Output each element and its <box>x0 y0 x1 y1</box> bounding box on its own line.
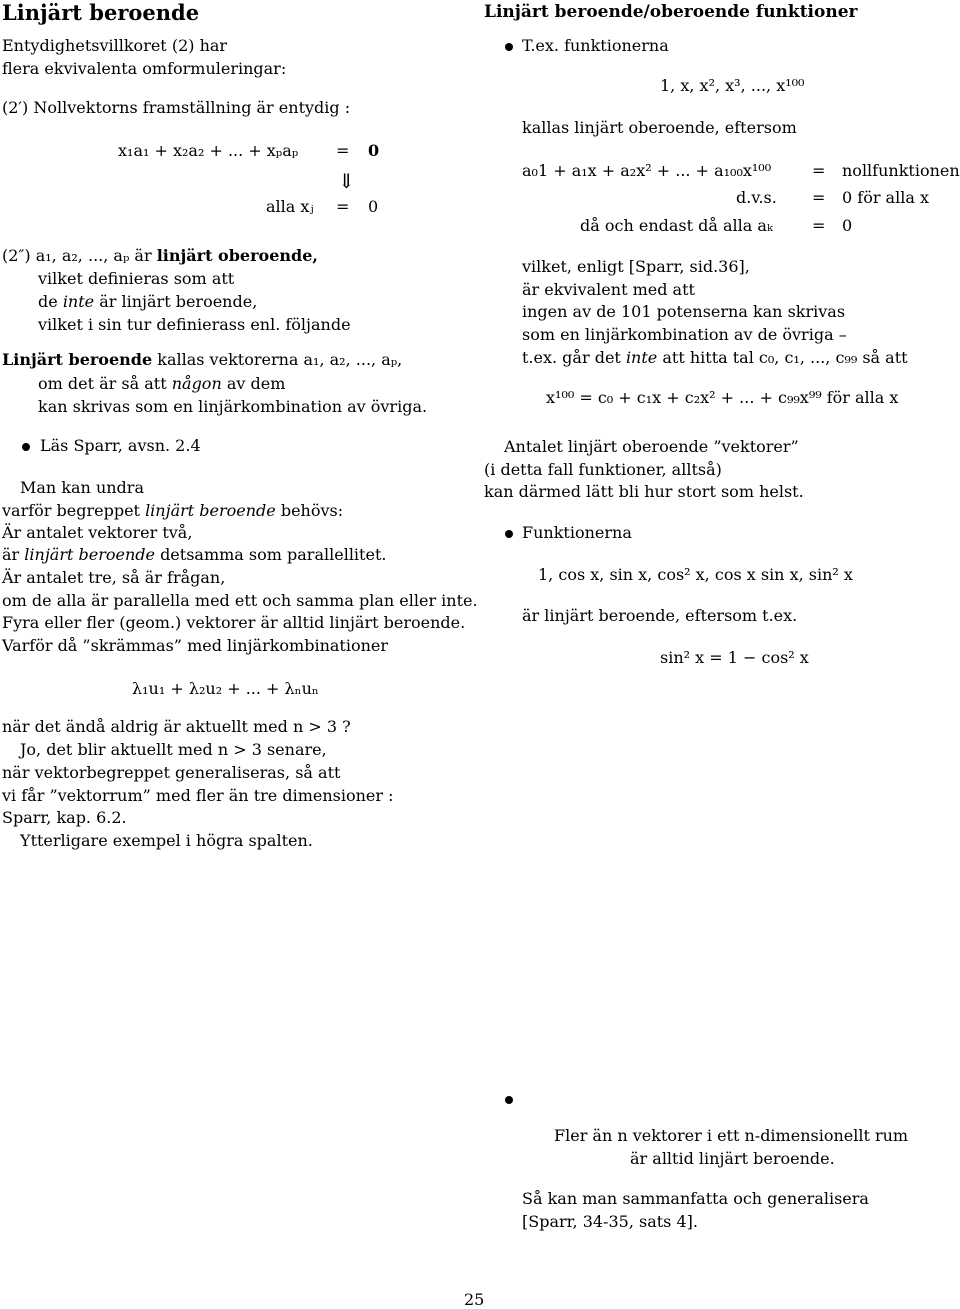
summary-line-2: [Sparr, 34-35, sats 4]. <box>522 1212 698 1231</box>
fact-line-2: är alltid linjärt beroende. <box>630 1149 835 1168</box>
bullet-icon <box>505 530 513 538</box>
equation-a-rel: = <box>812 161 826 180</box>
read-reference: Läs Sparr, avsn. 2.4 <box>40 436 201 455</box>
definition-line-1 <box>2 350 402 369</box>
summary-line-1: Så kan man sammanfatta och generalisera <box>522 1189 869 1208</box>
emphasis: linjärt beroende <box>145 501 276 520</box>
why-line-8: Varför då ”skrämmas” med linjärkombinationer <box>2 636 389 655</box>
question-line-1: när det ändå aldrig är aktuellt med n > 3 ? <box>2 717 351 736</box>
question-line-5: Sparr, kap. 6.2. <box>2 808 127 827</box>
right-title: Linjärt beroende/oberoende funktioner <box>484 2 858 22</box>
equation-2-rel: = <box>336 197 350 216</box>
item-2-prime: (2′) Nollvektorns framställning är entydig : <box>2 98 351 117</box>
bullet-icon <box>505 1096 513 1104</box>
definition-term: Linjärt beroende <box>2 350 153 369</box>
function-list: 1, x, x², x³, ..., x¹⁰⁰ <box>660 76 805 95</box>
question-line-6: Ytterligare exempel i högra spalten. <box>20 831 313 850</box>
emphasis: linjärt beroende <box>24 545 155 564</box>
bullet-icon <box>22 443 30 451</box>
equation-a-rhs: nollfunktionen <box>842 161 960 180</box>
polynomial-equation: x¹⁰⁰ = c₀ + c₁x + c₂x² + ... + c₉₉x⁹⁹ för alla x <box>546 388 899 407</box>
equation-c-rel: = <box>812 216 826 235</box>
intro-line-2: flera ekvivalenta omformuleringar: <box>2 59 287 78</box>
question-line-3: när vektorbegreppet generaliseras, så att <box>2 763 341 782</box>
fact-line-1: Fler än n vektorer i ett n-dimensionellt rum <box>554 1126 909 1145</box>
para-line-5 <box>522 348 908 367</box>
emphasis: inte <box>625 348 658 367</box>
why-line-4 <box>2 545 386 564</box>
note-line-1: Antalet linjärt oberoende ”vektorer” <box>504 437 799 456</box>
equation-b-rel: = <box>812 188 826 207</box>
emphasis: någon <box>171 374 222 393</box>
text: varför begreppet <box>2 501 140 520</box>
equation-b-rhs: 0 för alla x <box>842 188 929 207</box>
para-line-2: är ekvivalent med att <box>522 280 695 299</box>
why-line-3: Är antalet vektorer två, <box>2 523 193 542</box>
question-line-4: vi får ”vektorrum” med fler än tre dimensioner : <box>2 786 394 805</box>
text: om det är så att <box>38 374 167 393</box>
para-line-3: ingen av de 101 potenserna kan skrivas <box>522 302 846 321</box>
text: att hitta tal c₀, c₁, ..., c₉₉ så att <box>662 348 908 367</box>
equation-b-lhs: d.v.s. <box>736 188 777 207</box>
linear-combination: λ₁u₁ + λ₂u₂ + ... + λₙuₙ <box>132 679 319 698</box>
dependent-statement: är linjärt beroende, eftersom t.ex. <box>522 606 798 625</box>
why-line-2 <box>2 501 343 520</box>
note-line-2: (i detta fall funktioner, alltså) <box>484 460 722 479</box>
text: behövs: <box>280 501 344 520</box>
equation-c-lhs: då och endast då alla aₖ <box>580 216 773 235</box>
item-2pp-line-4: vilket i sin tur definierass enl. följande <box>38 315 351 334</box>
page-number: 25 <box>464 1290 485 1309</box>
equation-1-rhs: 0 <box>368 141 380 160</box>
text: de <box>38 292 58 311</box>
trig-identity: sin² x = 1 − cos² x <box>660 648 809 667</box>
equation-1-rel: = <box>336 141 350 160</box>
item-2pp-bold: linjärt oberoende, <box>156 246 318 265</box>
item-2pp-line-2: vilket definieras som att <box>38 269 235 288</box>
left-title: Linjärt beroende <box>2 0 200 25</box>
text: av dem <box>226 374 286 393</box>
why-line-1: Man kan undra <box>20 478 144 497</box>
implies-down-icon: ⇓ <box>338 169 355 193</box>
item-2pp-head: (2″) a₁, a₂, ..., aₚ är <box>2 246 152 265</box>
why-line-7: Fyra eller fler (geom.) vektorer är alltid linjärt beroende. <box>2 613 466 632</box>
example-intro: T.ex. funktionerna <box>522 36 669 55</box>
emphasis: inte <box>62 292 95 311</box>
equation-c-rhs: 0 <box>842 216 853 235</box>
text: är <box>2 545 20 564</box>
question-line-2: Jo, det blir aktuellt med n > 3 senare, <box>20 740 327 759</box>
equation-2-lhs: alla xⱼ <box>266 197 314 216</box>
text: t.ex. går det <box>522 348 621 367</box>
equation-2-rhs: 0 <box>368 197 379 216</box>
why-line-5: Är antalet tre, så är frågan, <box>2 568 226 587</box>
equation-1-lhs: x₁a₁ + x₂a₂ + ... + xₚaₚ <box>118 141 299 160</box>
item-2pp-line-3 <box>38 292 257 311</box>
trig-function-list: 1, cos x, sin x, cos² x, cos x sin x, sin² x <box>538 565 853 584</box>
para-line-1: vilket, enligt [Sparr, sid.36], <box>522 257 750 276</box>
item-2-double-prime <box>2 246 318 265</box>
intro-line-1: Entydighetsvillkoret (2) har <box>2 36 228 55</box>
called-independent: kallas linjärt oberoende, eftersom <box>522 118 797 137</box>
definition-line-3: kan skrivas som en linjärkombination av övriga. <box>38 397 428 416</box>
para-line-4: som en linjärkombination av de övriga – <box>522 325 847 344</box>
bullet-icon <box>505 43 513 51</box>
text: är linjärt beroende, <box>99 292 258 311</box>
text: kallas vektorerna a₁, a₂, ..., aₚ, <box>157 350 403 369</box>
why-line-6: om de alla är parallella med ett och samma plan eller inte. <box>2 591 478 610</box>
equation-a-lhs: a₀1 + a₁x + a₂x² + ... + a₁₀₀x¹⁰⁰ <box>522 161 772 180</box>
functions-intro: Funktionerna <box>522 523 632 542</box>
note-line-3: kan därmed lätt bli hur stort som helst. <box>484 482 804 501</box>
definition-line-2 <box>38 374 285 393</box>
text: detsamma som parallellitet. <box>160 545 387 564</box>
